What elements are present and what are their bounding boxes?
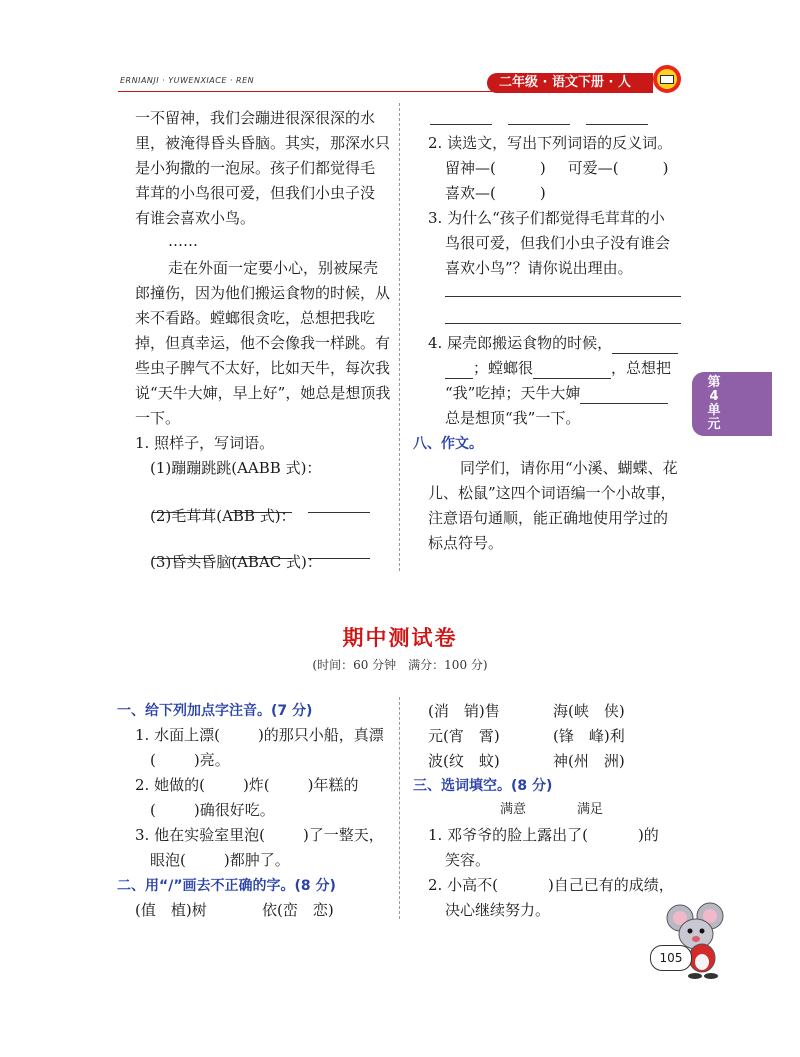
q2-paren-close: ) <box>539 159 546 177</box>
q2-title: 2. 读选文，写出下列词语的反义词。 <box>428 134 673 152</box>
p1-text: ( <box>150 801 156 819</box>
p1-text: )确很好吃。 <box>193 801 275 819</box>
p1-q3-line-1 <box>135 824 384 846</box>
essay-line-2: 儿、松鼠”这四个词语编一个小故事， <box>428 484 676 502</box>
choice-word-1: 满意 <box>500 802 527 817</box>
p1-text: ( <box>150 751 156 769</box>
column-divider-bottom <box>399 697 400 919</box>
p2-item-7: 波(纹 蚊) <box>428 752 500 770</box>
passage-line-4: 茸茸的小鸟很可爱，但我们小虫子没 <box>135 184 376 202</box>
passage-ellipsis: …… <box>168 232 198 250</box>
section-8-title: 八、作文。 <box>413 436 483 452</box>
p1-q1-line-1 <box>135 724 384 746</box>
answer-blank[interactable] <box>308 498 370 513</box>
p3-q1-line-1 <box>428 824 659 846</box>
passage-line-8: 来不看路。螳螂很贪吃，总想把我吃 <box>135 309 376 327</box>
p2-item-4: 海(峡 侠) <box>553 702 625 720</box>
p2-item-1: (值 植)树 <box>135 901 207 919</box>
p3-q1-line-2: 笑容。 <box>445 851 491 869</box>
answer-blank[interactable] <box>445 364 473 379</box>
p1-text: )的那只小船，真漂 <box>257 726 384 744</box>
q4-line-2 <box>445 357 671 379</box>
passage-line-1: 一不留神，我们会蹦进很深很深的水 <box>135 109 376 127</box>
p1-q2-line-2 <box>150 799 275 821</box>
passage-line-12: 一下。 <box>135 409 181 427</box>
part-1-title: 一、给下列加点字注音。(7 分) <box>117 703 313 719</box>
grade-banner: 二年级 · 语文下册 · 人 <box>487 73 653 93</box>
p2-item-6: (锋 峰)利 <box>553 727 625 745</box>
q3-line-2: 鸟很可爱，但我们小虫子没有谁会 <box>445 234 671 252</box>
part-2-title: 二、用“/”画去不正确的字。(8 分) <box>117 878 336 894</box>
answer-blank[interactable] <box>533 364 611 379</box>
page-number: 105 <box>650 945 692 971</box>
answer-blank[interactable] <box>430 110 492 125</box>
q4-text: “我”吃掉；天牛大婶 <box>445 384 581 402</box>
p3-q2-line-2: 决心继续努力。 <box>445 901 551 919</box>
p1-q3-line-2 <box>150 849 290 871</box>
p1-text: )了一整天， <box>302 826 384 844</box>
p3-text: 1. 邓爷爷的脸上露出了( <box>428 826 588 844</box>
q2-word-1: 留神—( <box>445 159 496 177</box>
q4-line-3 <box>445 382 668 404</box>
passage-line-9: 掉，但真幸运，他不会像我一样跳。有 <box>135 334 391 352</box>
answer-blank[interactable] <box>580 389 668 404</box>
p3-text: )自己已有的成绩， <box>547 876 674 894</box>
choice-word-2: 满足 <box>577 802 604 817</box>
essay-line-3: 注意语句通顺，能正确地使用学过的 <box>428 509 669 527</box>
p1-text: )亮。 <box>193 751 230 769</box>
answer-blank[interactable] <box>586 110 648 125</box>
q4-text: ；螳螂很 <box>473 359 534 377</box>
p2-item-2: 依(峦 恋) <box>262 901 334 919</box>
p2-item-5: 元(宵 霄) <box>428 727 500 745</box>
exam-subtitle: (时间：60 分钟 满分：100 分) <box>312 658 488 672</box>
p2-item-3: (消 销)售 <box>428 702 500 720</box>
p1-text: 3. 他在实验室里泡( <box>135 826 265 844</box>
p3-text: )的 <box>637 826 659 844</box>
passage-line-5: 有谁会喜欢小鸟。 <box>135 209 256 227</box>
passage-line-11: 说“天牛大婶，早上好”，她总是想顶我 <box>135 384 391 402</box>
answer-blank[interactable] <box>508 110 570 125</box>
book-badge-icon <box>652 64 682 94</box>
exam-title: 期中测试卷 <box>342 626 458 650</box>
unit-tab-label: 第4单元 <box>707 375 721 432</box>
p1-text: )炸( <box>242 776 270 794</box>
q1-continued-answers <box>430 106 648 125</box>
passage-line-10: 些虫子脾气不太好，比如天牛，每次我 <box>135 359 391 377</box>
q3-answer-line-1[interactable] <box>445 296 681 297</box>
q3-line-3: 喜欢小鸟”？请你说出理由。 <box>445 259 633 277</box>
p1-text: )年糕的 <box>307 776 359 794</box>
part-3-title: 三、选词填空。(8 分) <box>413 778 553 794</box>
q1-item-2: (2)毛茸茸(ABB 式)： <box>150 507 296 525</box>
p2-item-8: 神(州 洲) <box>553 752 625 770</box>
q1-title: 1. 照样子，写词语。 <box>135 434 275 452</box>
q2-paren-close: ) <box>539 184 546 202</box>
passage-line-6: 走在外面一定要小心，别被屎壳 <box>168 259 379 277</box>
p3-text: 2. 小高不( <box>428 876 498 894</box>
q3-answer-line-2[interactable] <box>445 323 681 324</box>
p1-text: 2. 她做的( <box>135 776 205 794</box>
q2-word-2: 可爱—( <box>567 159 619 177</box>
answer-blank[interactable] <box>612 339 678 354</box>
essay-line-1: 同学们，请你用“小溪、蝴蝶、花 <box>460 459 678 477</box>
p3-q2-line-1 <box>428 874 674 896</box>
p1-q2-line-1 <box>135 774 359 796</box>
p1-text: 1. 水面上漂( <box>135 726 220 744</box>
essay-line-4: 标点符号。 <box>428 534 504 552</box>
q3-line-1: 3. 为什么“孩子们都觉得毛茸茸的小 <box>428 209 665 227</box>
q4-text: 4. 屎壳郎搬运食物的时候， <box>428 334 613 352</box>
passage-line-2: 里，被淹得昏头昏脑。其实，那深水只 <box>135 134 391 152</box>
q2-row-2 <box>445 182 546 204</box>
q2-row-1 <box>445 157 668 179</box>
q2-paren-close: ) <box>662 159 669 177</box>
q4-line-1 <box>428 332 678 354</box>
passage-line-7: 郎撞伤，因为他们搬运食物的时候，从 <box>135 284 391 302</box>
q4-text: ，总想把 <box>611 359 672 377</box>
q1-item-3: (3)昏头昏脑(ABAC 式)： <box>150 553 322 571</box>
p1-text: )都肿了。 <box>223 851 290 869</box>
p1-text: 眼泡( <box>150 851 186 869</box>
series-code: ERNIANJI · YUWENXIACE · REN <box>120 76 255 85</box>
column-divider-top <box>399 103 400 571</box>
p1-q1-line-2 <box>150 749 230 771</box>
passage-line-3: 是小狗撒的一泡尿。孩子们都觉得毛 <box>135 159 376 177</box>
q1-item-1: (1)蹦蹦跳跳(AABB 式)： <box>150 459 322 477</box>
q4-line-4: 总是想顶“我”一下。 <box>445 409 581 427</box>
q2-word-3: 喜欢—( <box>445 184 496 202</box>
